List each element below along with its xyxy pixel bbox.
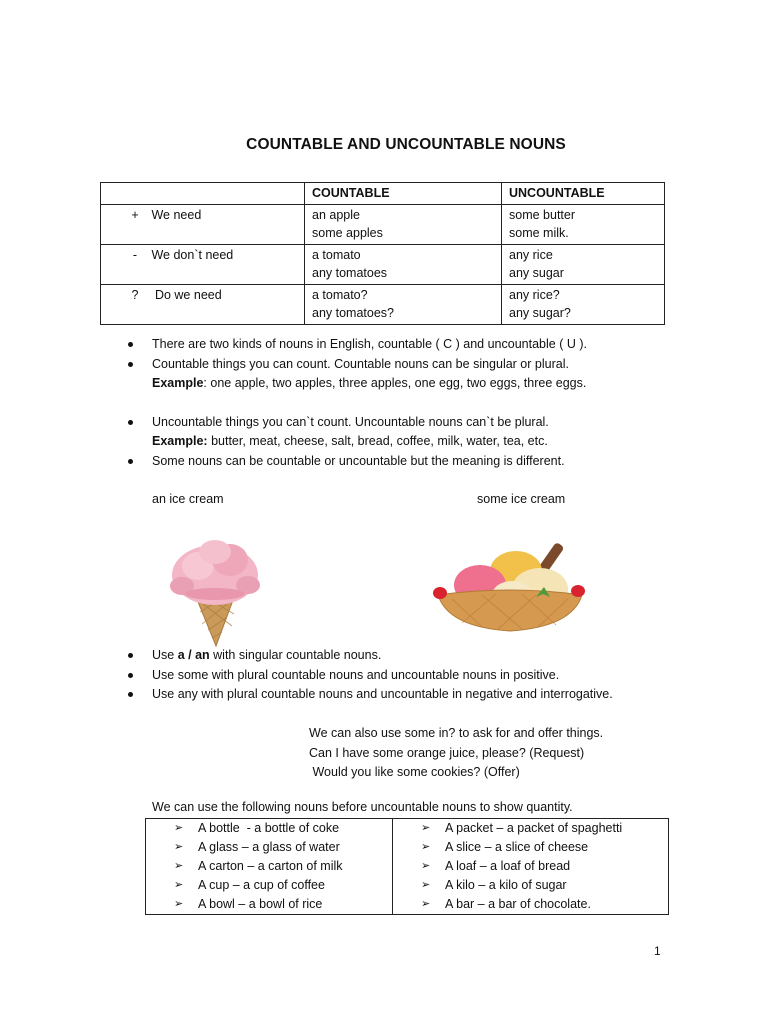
uncountable-example: any sugar (509, 266, 564, 280)
table-header-cell (101, 183, 305, 205)
example-label: Example: (152, 434, 208, 448)
countable-example: a tomato (312, 247, 361, 262)
row-label-cell (101, 204, 305, 244)
usage-list (128, 646, 688, 705)
example-text: butter, meat, cheese, salt, bread, coffee, milk, water, tea, etc. (207, 434, 548, 448)
table-header-uncountable: UNCOUNTABLE (502, 183, 665, 205)
arrow-bullet-icon: ➢ (421, 879, 431, 891)
table-row (146, 819, 669, 915)
bullet-icon (128, 692, 133, 697)
countable-example: an apple (312, 207, 360, 222)
note-line: We can also use some in? to ask for and offer things. (309, 726, 604, 740)
example-text: : one apple, two apples, three apples, one egg, two eggs, three eggs. (203, 376, 587, 390)
list-item-text: A glass – a glass of water (198, 840, 340, 854)
quantity-right-cell (393, 819, 669, 915)
countable-cell (305, 204, 502, 244)
list-item-text: A cup – a cup of coffee (198, 878, 325, 892)
uncountable-cell (502, 204, 665, 244)
uncountable-cell (502, 284, 665, 324)
table-row (101, 284, 665, 324)
row-label: Do we need (151, 287, 222, 302)
list-item-text: Uncountable things you can`t count. Uncountable nouns can`t be plural. (152, 414, 549, 429)
uncountable-example: some butter (509, 207, 576, 222)
ice-cream-bowl-image (432, 535, 588, 635)
list-item (128, 666, 688, 686)
arrow-bullet-icon: ➢ (421, 841, 431, 853)
arrow-bullet-icon: ➢ (174, 841, 184, 853)
list-item-text: A bar – a bar of chocolate. (445, 897, 591, 911)
row-label: We need (151, 207, 202, 222)
example-label: Example (152, 376, 204, 390)
page-title: COUNTABLE AND UNCOUNTABLE NOUNS (246, 136, 566, 153)
countable-example: any tomatoes? (312, 306, 394, 320)
arrow-bullet-icon: ➢ (421, 898, 431, 910)
list-item (150, 857, 388, 876)
list-item (128, 452, 688, 472)
arrow-bullet-icon: ➢ (421, 822, 431, 834)
list-item (128, 413, 688, 452)
list-item-text: A loaf – a loaf of bread (445, 859, 571, 873)
list-item-text: A packet – a packet of spaghetti (445, 821, 623, 835)
quantity-table (145, 818, 669, 915)
list-item-text: Use (152, 648, 178, 662)
some-usage-note (309, 724, 603, 783)
table-header-row (101, 183, 665, 205)
note-line: Can I have some orange juice, please? (Request) (309, 745, 585, 760)
list-item (150, 838, 388, 857)
countable-example: some apples (312, 226, 383, 240)
nouns-table (100, 182, 665, 325)
bullet-icon (128, 362, 133, 367)
list-item-text: A kilo – a kilo of sugar (445, 878, 567, 892)
note-line: Would you like some cookies? (Offer) (309, 765, 520, 779)
uncountable-example: any sugar? (509, 306, 571, 320)
bullet-icon (128, 459, 133, 464)
list-item (150, 895, 388, 914)
list-item-text: A bottle - a bottle of coke (198, 821, 340, 835)
list-item (397, 819, 664, 838)
row-symbol: + (131, 207, 139, 222)
countable-example: any tomatoes (312, 266, 388, 280)
list-item-text: with singular countable nouns. (209, 648, 382, 662)
row-symbol: - (132, 247, 138, 262)
countable-cell (305, 244, 502, 284)
page-number: 1 (654, 944, 661, 958)
arrow-bullet-icon: ➢ (174, 879, 184, 891)
row-symbol: ? (131, 287, 139, 302)
table-row (101, 204, 665, 244)
bullet-icon (128, 673, 133, 678)
bullet-icon (128, 420, 133, 425)
list-item-text: Some nouns can be countable or uncountable but the meaning is different. (152, 453, 565, 468)
list-item-text: Use some with plural countable nouns and uncountable nouns in positive. (152, 667, 560, 682)
uncountable-example: any rice (509, 247, 553, 262)
list-item-text: There are two kinds of nouns in English, countable ( C ) and uncountable ( U ). (152, 337, 587, 351)
arrow-bullet-icon: ➢ (174, 860, 184, 872)
quantity-left-cell (146, 819, 393, 915)
list-item-text: Countable things you can count. Countable nouns can be singular or plural. (152, 356, 569, 371)
countable-example: a tomato? (312, 287, 368, 302)
list-item (150, 819, 388, 838)
list-item-text: A slice – a slice of cheese (445, 840, 589, 854)
list-item (128, 355, 688, 394)
caption-some-ice-cream: some ice cream (477, 492, 566, 506)
list-item-text: A bowl – a bowl of rice (198, 897, 323, 911)
quantity-intro: We can use the following nouns before uncountable nouns to show quantity. (152, 800, 573, 814)
list-item (397, 838, 664, 857)
arrow-bullet-icon: ➢ (421, 860, 431, 872)
uncountable-example: any rice? (509, 287, 560, 302)
list-item-bold: a / an (177, 648, 210, 662)
arrow-bullet-icon: ➢ (174, 822, 184, 834)
row-label: We don`t need (151, 247, 234, 262)
ice-cream-cone-image (160, 530, 270, 648)
bullet-icon (128, 653, 133, 658)
bullet-icon (128, 342, 133, 347)
uncountable-cell (502, 244, 665, 284)
list-item (397, 895, 664, 914)
list-item (128, 685, 688, 705)
list-item (397, 876, 664, 895)
rules-list (128, 335, 688, 471)
list-item (128, 335, 688, 355)
countable-cell (305, 284, 502, 324)
row-label-cell (101, 244, 305, 284)
row-label-cell (101, 284, 305, 324)
list-item-text: A carton – a carton of milk (198, 859, 343, 873)
list-item (128, 646, 688, 666)
arrow-bullet-icon: ➢ (174, 898, 184, 910)
table-row (101, 244, 665, 284)
list-item-text: Use any with plural countable nouns and uncountable in negative and interrogative. (152, 687, 613, 701)
list-item (397, 857, 664, 876)
list-item (150, 876, 388, 895)
table-header-countable: COUNTABLE (305, 183, 502, 205)
caption-an-ice-cream: an ice cream (152, 492, 224, 506)
uncountable-example: some milk. (509, 226, 569, 240)
